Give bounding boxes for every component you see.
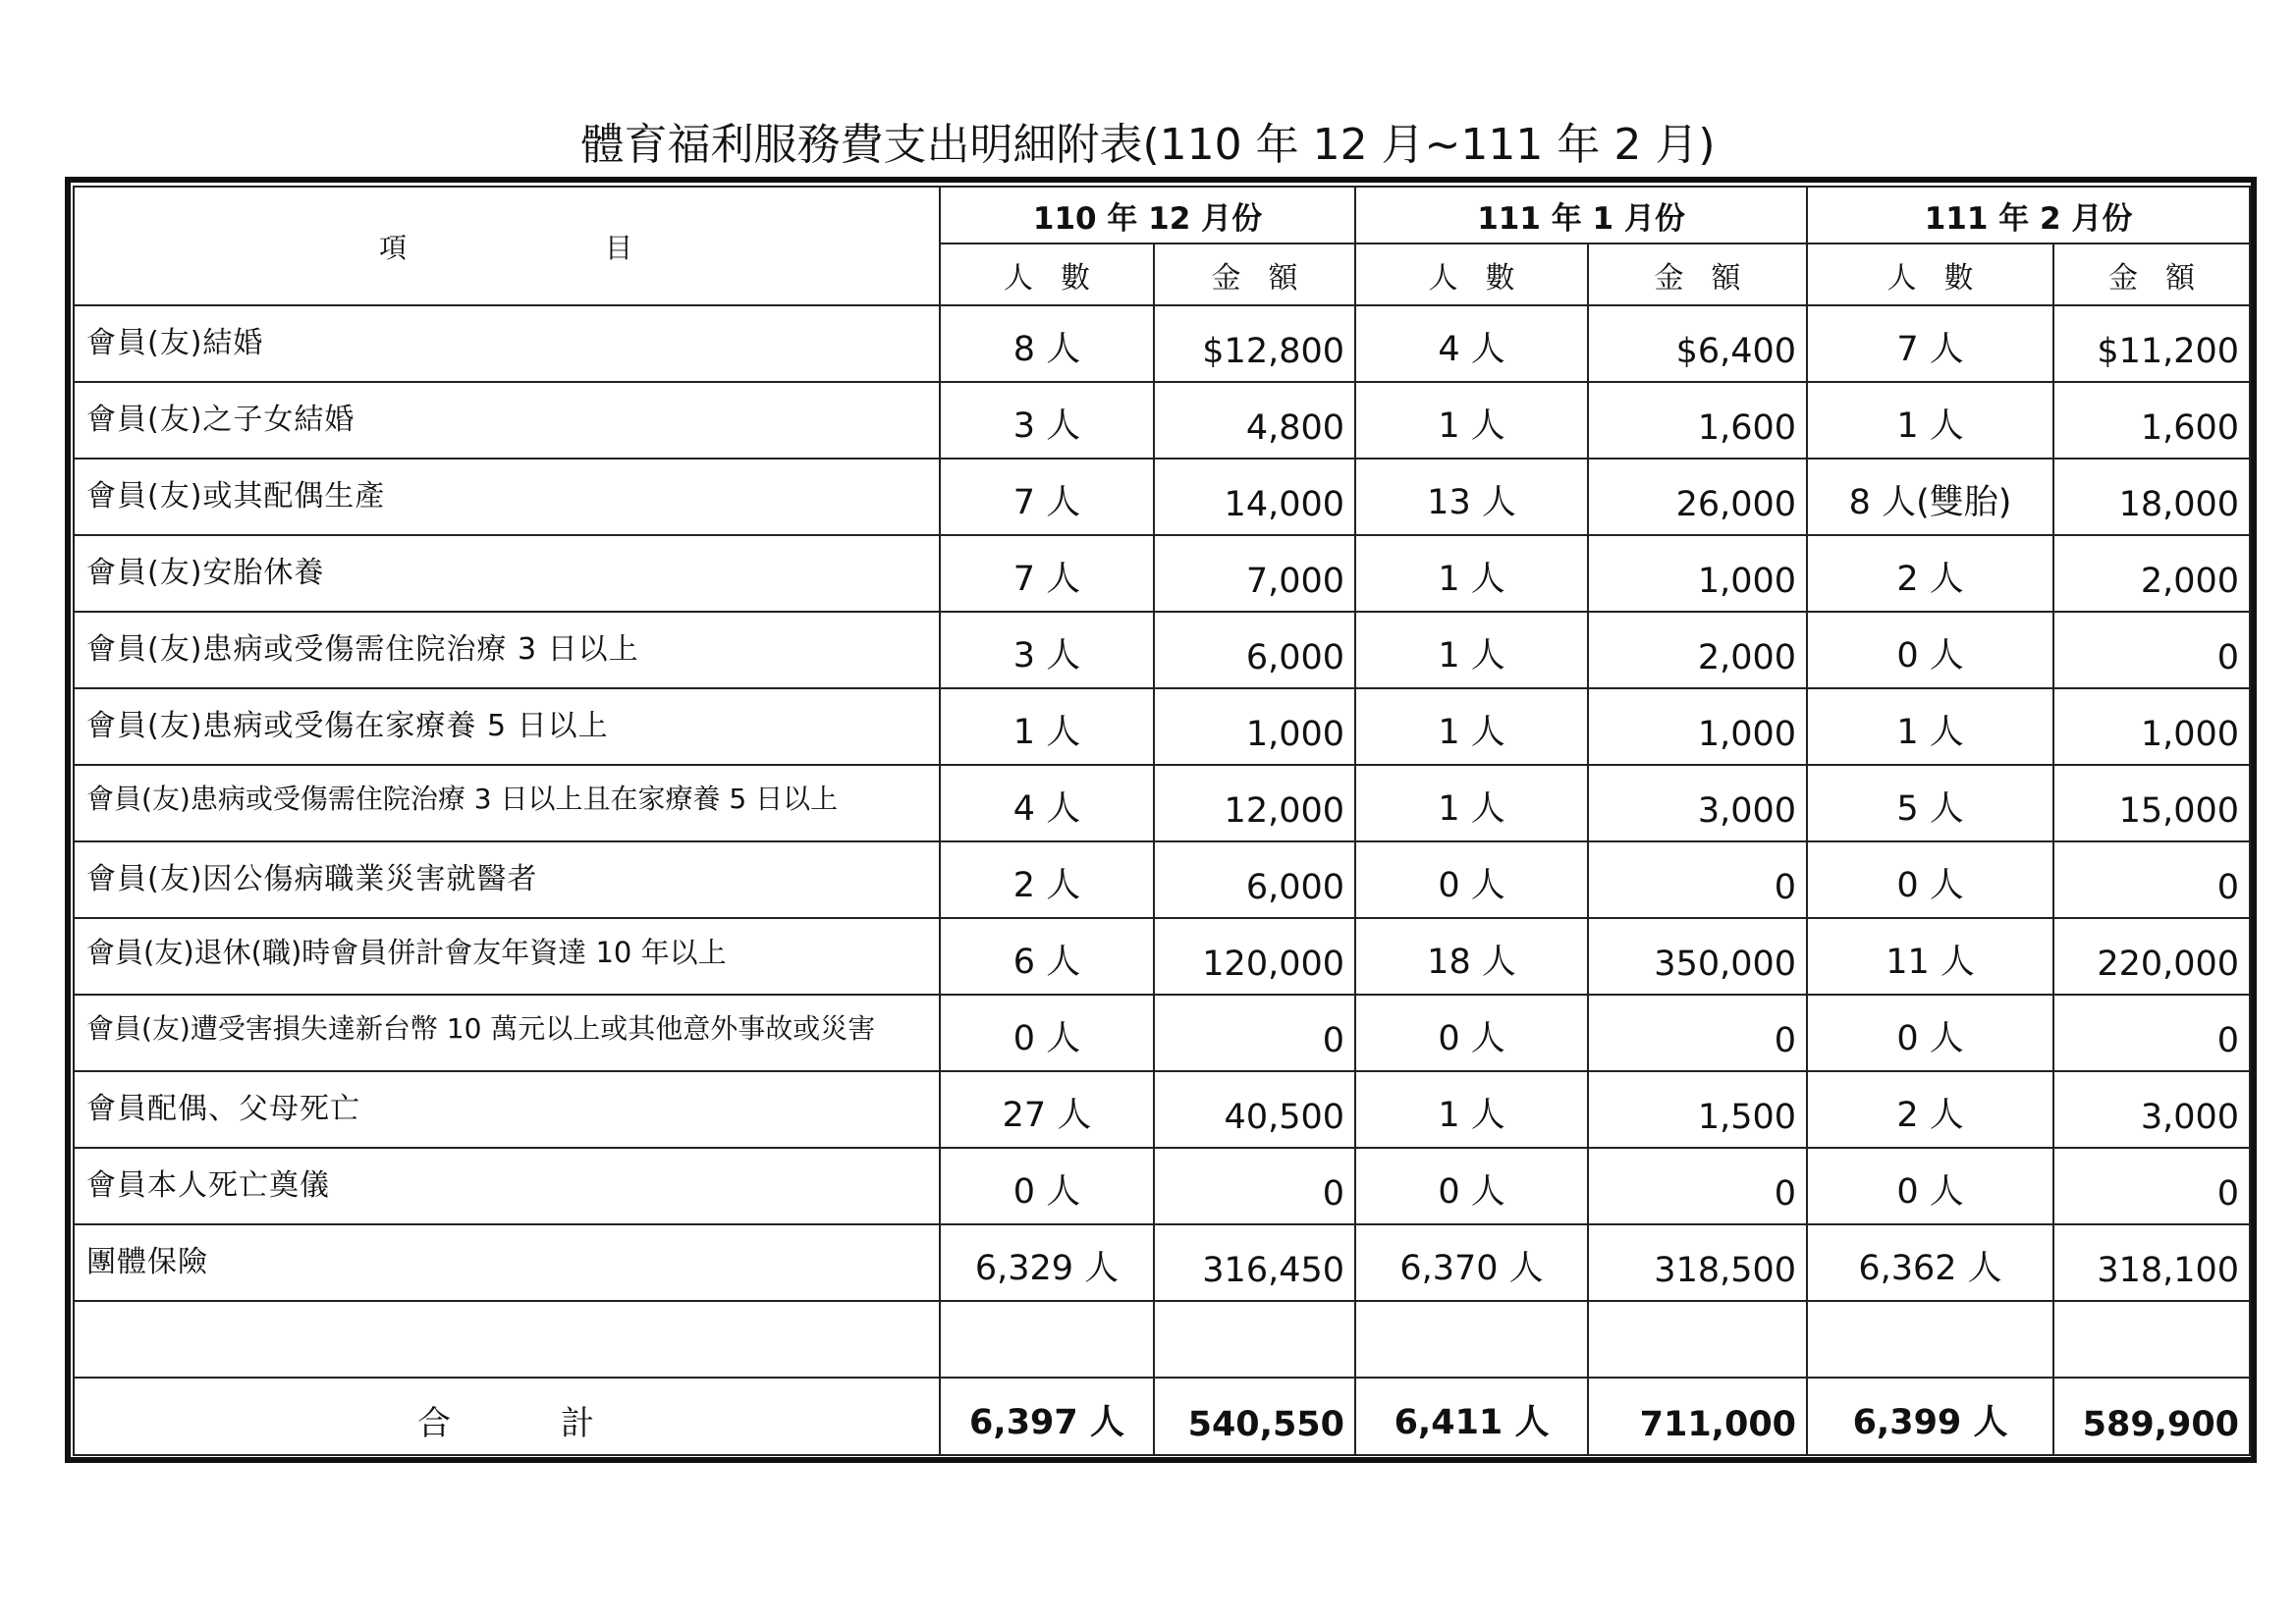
header-amount-2: 金額 bbox=[1588, 243, 1807, 305]
table-row bbox=[74, 1148, 2250, 1224]
amount-cell: 0 bbox=[1154, 995, 1355, 1071]
total-row bbox=[74, 1378, 2250, 1455]
total-count-1: 6,397 人 bbox=[940, 1378, 1154, 1455]
count-cell: 1 人 bbox=[1355, 1071, 1588, 1148]
count-cell: 0 人 bbox=[1355, 1148, 1588, 1224]
count-cell: 11 人 bbox=[1807, 918, 2053, 995]
document-title: 體育福利服務費支出明細附表(110 年 12 月~111 年 2 月) bbox=[580, 120, 1716, 170]
amount-cell: 0 bbox=[1588, 995, 1807, 1071]
count-cell: 2 人 bbox=[1807, 1071, 2053, 1148]
amount-cell: 18,000 bbox=[2053, 459, 2250, 535]
amount-cell: 316,450 bbox=[1154, 1224, 1355, 1301]
amount-cell: 1,000 bbox=[1588, 688, 1807, 765]
table-row bbox=[74, 305, 2250, 382]
amount-cell: 0 bbox=[1154, 1148, 1355, 1224]
header-item-label-2: 目 bbox=[605, 231, 635, 264]
item-label: 會員(友)結婚 bbox=[74, 305, 940, 382]
count-cell: 6,362 人 bbox=[1807, 1224, 2053, 1301]
header-amount-1: 金額 bbox=[1154, 243, 1355, 305]
amount-cell: 1,600 bbox=[2053, 382, 2250, 459]
total-amount-1: 540,550 bbox=[1154, 1378, 1355, 1455]
item-label: 會員(友)患病或受傷需住院治療 3 日以上且在家療養 5 日以上 bbox=[74, 765, 940, 841]
count-cell: 13 人 bbox=[1355, 459, 1588, 535]
count-cell: 0 人 bbox=[1807, 841, 2053, 918]
table-row bbox=[74, 688, 2250, 765]
empty-cell bbox=[2053, 1301, 2250, 1378]
amount-cell: 26,000 bbox=[1588, 459, 1807, 535]
amount-cell: 15,000 bbox=[2053, 765, 2250, 841]
table-row bbox=[74, 765, 2250, 841]
table-row bbox=[74, 995, 2250, 1071]
count-cell: 27 人 bbox=[940, 1071, 1154, 1148]
count-cell: 0 人 bbox=[1807, 1148, 2053, 1224]
count-cell: 18 人 bbox=[1355, 918, 1588, 995]
count-cell: 1 人 bbox=[1355, 612, 1588, 688]
count-cell: 7 人 bbox=[940, 535, 1154, 612]
amount-cell: 120,000 bbox=[1154, 918, 1355, 995]
count-cell: 1 人 bbox=[1807, 688, 2053, 765]
amount-cell: 3,000 bbox=[2053, 1071, 2250, 1148]
amount-cell: 0 bbox=[1588, 841, 1807, 918]
item-label: 會員(友)患病或受傷在家療養 5 日以上 bbox=[74, 688, 940, 765]
item-label: 會員(友)因公傷病職業災害就醫者 bbox=[74, 841, 940, 918]
count-cell: 3 人 bbox=[940, 612, 1154, 688]
amount-cell: 318,100 bbox=[2053, 1224, 2250, 1301]
count-cell: 5 人 bbox=[1807, 765, 2053, 841]
item-label: 團體保險 bbox=[74, 1224, 940, 1301]
expense-table bbox=[73, 186, 2251, 1456]
empty-row bbox=[74, 1301, 2250, 1378]
amount-cell: 0 bbox=[2053, 995, 2250, 1071]
total-amount-2: 711,000 bbox=[1588, 1378, 1807, 1455]
amount-cell: $11,200 bbox=[2053, 305, 2250, 382]
count-cell: 6,329 人 bbox=[940, 1224, 1154, 1301]
total-count-2: 6,411 人 bbox=[1355, 1378, 1588, 1455]
amount-cell: 220,000 bbox=[2053, 918, 2250, 995]
item-label: 會員(友)之子女結婚 bbox=[74, 382, 940, 459]
header-item-cell bbox=[74, 187, 940, 305]
header-month-2: 111 年 1 月份 bbox=[1355, 187, 1807, 243]
header-month-1: 110 年 12 月份 bbox=[940, 187, 1355, 243]
header-count-2: 人數 bbox=[1355, 243, 1588, 305]
count-cell: 0 人 bbox=[940, 1148, 1154, 1224]
table-row bbox=[74, 382, 2250, 459]
empty-cell bbox=[1588, 1301, 1807, 1378]
item-label: 會員(友)或其配偶生產 bbox=[74, 459, 940, 535]
amount-cell: 40,500 bbox=[1154, 1071, 1355, 1148]
amount-cell: 1,000 bbox=[1588, 535, 1807, 612]
count-cell: 3 人 bbox=[940, 382, 1154, 459]
count-cell: 7 人 bbox=[940, 459, 1154, 535]
amount-cell: 1,000 bbox=[2053, 688, 2250, 765]
count-cell: 8 人(雙胎) bbox=[1807, 459, 2053, 535]
empty-cell bbox=[940, 1301, 1154, 1378]
count-cell: 0 人 bbox=[1355, 841, 1588, 918]
empty-cell bbox=[74, 1301, 940, 1378]
count-cell: 2 人 bbox=[940, 841, 1154, 918]
count-cell: 0 人 bbox=[1807, 612, 2053, 688]
amount-cell: 0 bbox=[2053, 841, 2250, 918]
header-amount-3: 金額 bbox=[2053, 243, 2250, 305]
amount-cell: 6,000 bbox=[1154, 612, 1355, 688]
amount-cell: 14,000 bbox=[1154, 459, 1355, 535]
table-row bbox=[74, 612, 2250, 688]
amount-cell: 0 bbox=[2053, 612, 2250, 688]
count-cell: 4 人 bbox=[940, 765, 1154, 841]
count-cell: 8 人 bbox=[940, 305, 1154, 382]
total-label-cell bbox=[74, 1378, 940, 1455]
table-row bbox=[74, 459, 2250, 535]
table-row bbox=[74, 841, 2250, 918]
count-cell: 0 人 bbox=[1807, 995, 2053, 1071]
count-cell: 4 人 bbox=[1355, 305, 1588, 382]
empty-cell bbox=[1154, 1301, 1355, 1378]
count-cell: 1 人 bbox=[1355, 535, 1588, 612]
total-label-2: 計 bbox=[561, 1404, 596, 1443]
amount-cell: $12,800 bbox=[1154, 305, 1355, 382]
amount-cell: 2,000 bbox=[2053, 535, 2250, 612]
count-cell: 7 人 bbox=[1807, 305, 2053, 382]
count-cell: 6 人 bbox=[940, 918, 1154, 995]
amount-cell: 12,000 bbox=[1154, 765, 1355, 841]
amount-cell: 0 bbox=[2053, 1148, 2250, 1224]
item-label: 會員(友)安胎休養 bbox=[74, 535, 940, 612]
count-cell: 0 人 bbox=[940, 995, 1154, 1071]
count-cell: 6,370 人 bbox=[1355, 1224, 1588, 1301]
item-label: 會員(友)遭受害損失達新台幣 10 萬元以上或其他意外事故或災害 bbox=[74, 995, 940, 1071]
count-cell: 1 人 bbox=[1355, 382, 1588, 459]
header-row-months bbox=[74, 187, 2250, 243]
item-label: 會員(友)患病或受傷需住院治療 3 日以上 bbox=[74, 612, 940, 688]
count-cell: 1 人 bbox=[1355, 765, 1588, 841]
total-amount-3: 589,900 bbox=[2053, 1378, 2250, 1455]
item-label: 會員本人死亡奠儀 bbox=[74, 1148, 940, 1224]
header-count-3: 人數 bbox=[1807, 243, 2053, 305]
count-cell: 1 人 bbox=[1807, 382, 2053, 459]
count-cell: 0 人 bbox=[1355, 995, 1588, 1071]
total-count-3: 6,399 人 bbox=[1807, 1378, 2053, 1455]
amount-cell: 6,000 bbox=[1154, 841, 1355, 918]
amount-cell: $6,400 bbox=[1588, 305, 1807, 382]
table-row bbox=[74, 918, 2250, 995]
amount-cell: 350,000 bbox=[1588, 918, 1807, 995]
amount-cell: 2,000 bbox=[1588, 612, 1807, 688]
amount-cell: 7,000 bbox=[1154, 535, 1355, 612]
total-label-1: 合 bbox=[417, 1404, 453, 1443]
count-cell: 1 人 bbox=[1355, 688, 1588, 765]
amount-cell: 0 bbox=[1588, 1148, 1807, 1224]
empty-cell bbox=[1355, 1301, 1588, 1378]
amount-cell: 4,800 bbox=[1154, 382, 1355, 459]
empty-cell bbox=[1807, 1301, 2053, 1378]
count-cell: 2 人 bbox=[1807, 535, 2053, 612]
amount-cell: 3,000 bbox=[1588, 765, 1807, 841]
header-month-3: 111 年 2 月份 bbox=[1807, 187, 2250, 243]
amount-cell: 1,500 bbox=[1588, 1071, 1807, 1148]
item-label: 會員配偶、父母死亡 bbox=[74, 1071, 940, 1148]
amount-cell: 1,600 bbox=[1588, 382, 1807, 459]
header-count-1: 人數 bbox=[940, 243, 1154, 305]
amount-cell: 1,000 bbox=[1154, 688, 1355, 765]
amount-cell: 318,500 bbox=[1588, 1224, 1807, 1301]
count-cell: 1 人 bbox=[940, 688, 1154, 765]
item-label: 會員(友)退休(職)時會員併計會友年資達 10 年以上 bbox=[74, 918, 940, 995]
header-item-label-1: 項 bbox=[378, 231, 409, 264]
table-row bbox=[74, 1224, 2250, 1301]
table-row bbox=[74, 1071, 2250, 1148]
table-row bbox=[74, 535, 2250, 612]
